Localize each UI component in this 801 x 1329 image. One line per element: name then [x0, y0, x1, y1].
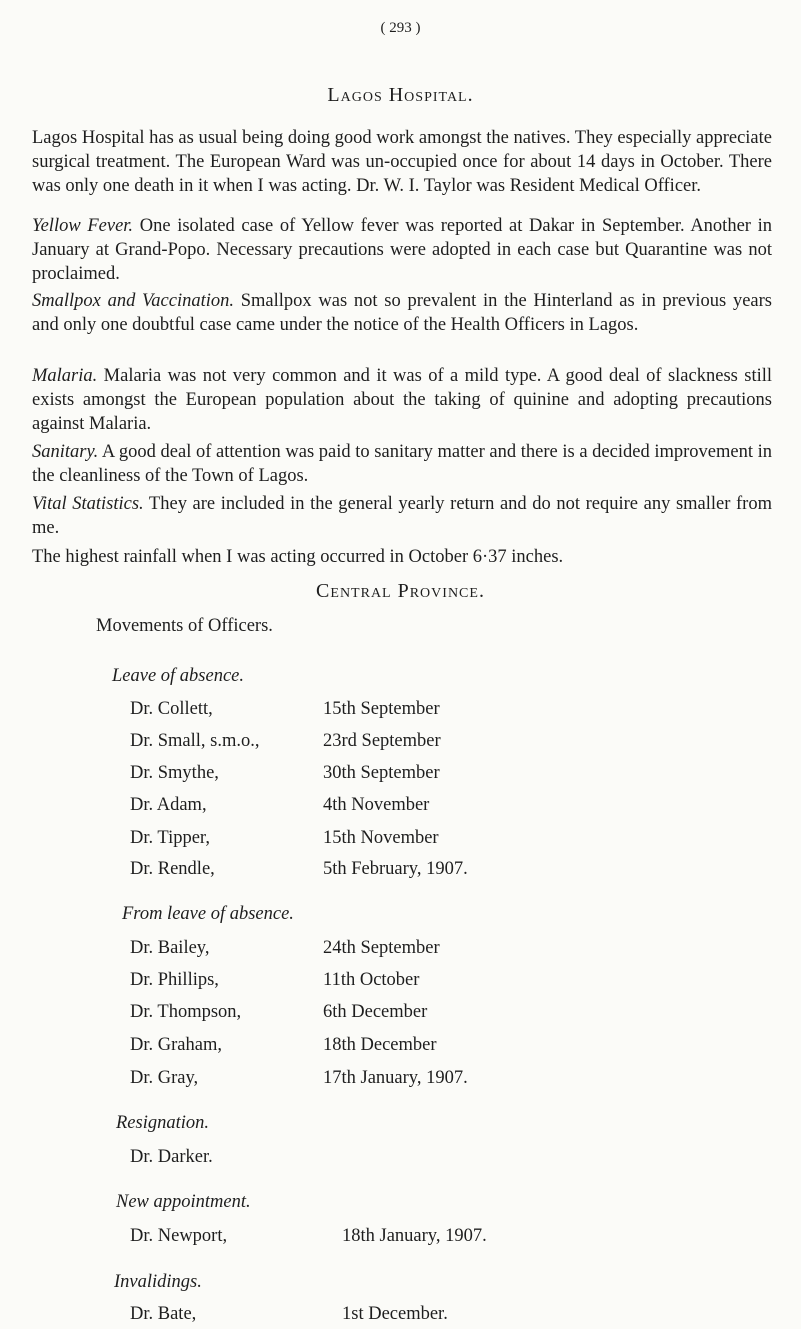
- paragraph-sanitary: [32, 440, 772, 488]
- leave-name: Dr. Tipper,: [130, 828, 210, 848]
- leave-date: 5th February, 1907.: [323, 859, 468, 879]
- from-leave-date: 24th September: [323, 938, 440, 958]
- leave-name: Dr. Small, s.m.o.,: [130, 731, 260, 751]
- movements-label: Movements of Officers.: [96, 616, 273, 636]
- leave-name: Dr. Adam,: [130, 795, 207, 815]
- from-leave-date: 11th October: [323, 970, 420, 990]
- invalidings-date: 1st December.: [342, 1304, 448, 1324]
- paragraph-text: The highest rainfall when I was acting occurred in October 6·37 inches.: [32, 547, 564, 567]
- from-leave-name: Dr. Bailey,: [130, 938, 210, 958]
- resignation-heading: Resignation.: [116, 1113, 210, 1133]
- new-appointment-date: 18th January, 1907.: [342, 1226, 487, 1246]
- invalidings-name: Dr. Bate,: [130, 1304, 197, 1324]
- paragraph-text: One isolated case of Yellow fever was reported at Dakar in September. Another in January at Grand-Popo. Necessary precautions were adopted in each case but Quarantine was not proclaimed.: [32, 216, 772, 284]
- leave-name: Dr. Collett,: [130, 699, 213, 719]
- leave-name: Dr. Rendle,: [130, 859, 215, 879]
- new-appointment-heading: New appointment.: [116, 1192, 251, 1212]
- paragraph-text: They are included in the general yearly return and do not require any smaller from me.: [32, 494, 772, 538]
- leave-heading: Leave of absence.: [112, 666, 245, 686]
- new-appointment-name: Dr. Newport,: [130, 1226, 228, 1246]
- paragraph-text: A good deal of attention was paid to sanitary matter and there is a decided improvement in the cleanliness of the Town of Lagos.: [32, 442, 772, 486]
- from-leave-date: 18th December: [323, 1035, 437, 1055]
- from-leave-name: Dr. Phillips,: [130, 970, 219, 990]
- paragraph-yellow-fever: [32, 214, 772, 286]
- from-leave-name: Dr. Gray,: [130, 1068, 199, 1088]
- from-leave-date: 17th January, 1907.: [323, 1068, 468, 1088]
- paragraph-rainfall: [32, 545, 772, 569]
- section-title: Lagos Hospital.: [327, 84, 474, 106]
- invalidings-heading: Invalidings.: [114, 1272, 202, 1292]
- page-number: ( 293 ): [380, 20, 421, 36]
- paragraph-text: Smallpox was not so prevalent in the Hinterland as in previous years and only one doubtful case came under the notice of the Health Officers in Lagos.: [32, 291, 772, 335]
- leave-name: Dr. Smythe,: [130, 763, 219, 783]
- from-leave-date: 6th December: [323, 1002, 428, 1022]
- paragraph-lead: Smallpox and Vaccination.: [32, 291, 235, 311]
- leave-date: 23rd September: [323, 731, 441, 751]
- paragraph-smallpox: [32, 289, 772, 337]
- paragraph-lead: Yellow Fever.: [32, 216, 134, 236]
- paragraph-text: Malaria was not very common and it was of a mild type. A good deal of slackness still exists amongst the European population about the taking of quinine and adopting precautions against Malaria.: [32, 366, 772, 434]
- from-leave-heading: From leave of absence.: [122, 904, 294, 924]
- paragraph-vital-statistics: [32, 492, 772, 540]
- leave-date: 30th September: [323, 763, 440, 783]
- leave-date: 4th November: [323, 795, 430, 815]
- from-leave-name: Dr. Thompson,: [130, 1002, 242, 1022]
- paragraph-lead: Sanitary.: [32, 442, 99, 462]
- paragraph-lead: Malaria.: [32, 366, 98, 386]
- leave-date: 15th September: [323, 699, 440, 719]
- from-leave-name: Dr. Graham,: [130, 1035, 222, 1055]
- paragraph-text: Lagos Hospital has as usual being doing good work amongst the natives. They especially appreciate surgical treatment. The European Ward was un-occupied once for about 14 days in October. There was only one death in it when I was acting. Dr. W. I. Taylor was Resident Medical Officer.: [32, 128, 772, 196]
- paragraph-hospital: [32, 126, 772, 198]
- resignation-name: Dr. Darker.: [130, 1147, 213, 1167]
- paragraph-malaria: [32, 364, 772, 436]
- paragraph-lead: Vital Statistics.: [32, 494, 144, 514]
- province-heading: Central Province.: [316, 580, 485, 602]
- leave-date: 15th November: [323, 828, 439, 848]
